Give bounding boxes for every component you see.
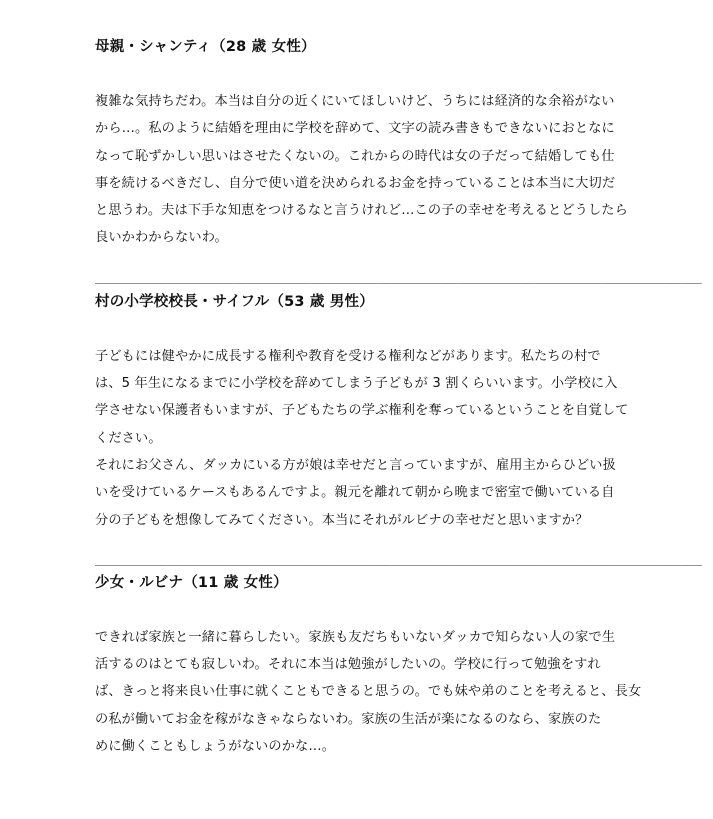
statement-girl xyxy=(95,624,640,760)
document-page xyxy=(95,36,702,760)
paragraph xyxy=(95,452,640,534)
text-line: 事を続けるべきだし、自分で使い道を決められるお金を持っていることは本当に大切だ xyxy=(95,175,616,191)
heading-girl: 少女・ルビナ（11 歳 女性） xyxy=(95,574,288,591)
statement-principal xyxy=(95,343,640,534)
section-girl xyxy=(95,572,640,760)
paragraph xyxy=(95,343,640,452)
section-divider: ____________________________________________________________________________________ xyxy=(95,269,702,284)
text-line: は、5 年生になるまでに小学校を辞めてしまう子どもが 3 割くらいいます。小学校に入 xyxy=(95,376,618,392)
text-line: ば、きっと将来良い仕事に就くこともできると思うの。でも妹や弟のことを考えると、長女 xyxy=(95,684,642,700)
section-principal xyxy=(95,291,640,534)
text-line: 学させない保護者もいますが、子どもたちの学ぶ権利を奪っているということを自覚して xyxy=(95,403,629,419)
text-line: から…。私のように結婚を理由に学校を辞めて、文字の読み書きもできないにおとなに xyxy=(95,121,615,137)
text-line: 複雑な気持ちだわ。本当は自分の近くにいてほしいけど、うちには経済的な余裕がない xyxy=(95,94,615,109)
text-line: 子どもには健やかに成長する権利や教育を受ける権利などがあります。私たちの村で xyxy=(95,348,601,364)
heading-mother: 母親・シャンティ（28 歳 女性） xyxy=(95,39,316,55)
text-line: 分の子どもを想像してみてください。本当にそれがルビナの幸せだと思いますか？ xyxy=(95,512,589,528)
heading-principal: 村の小学校校長・サイフル（53 歳 男性） xyxy=(95,293,374,310)
paragraph xyxy=(95,88,640,252)
text-line: できれば家族と一緒に暮らしたい。家族も友だちもいないダッカで知らない人の家で生 xyxy=(95,629,616,645)
text-line: と思うわ。夫は下手な知恵をつけるなと言うけれど…この子の幸せを考えるとどうしたら xyxy=(95,203,628,219)
section-mother xyxy=(95,36,640,252)
statement-mother xyxy=(95,88,640,252)
text-line: 良いかわからないわ。 xyxy=(95,230,228,246)
text-line: ください。 xyxy=(95,430,162,446)
text-line: 活するのはとても寂しいわ。それに本当は勉強がしたいの。学校に行って勉強をすれ xyxy=(95,657,601,673)
text-line: めに働くこともしょうがないのかな…。 xyxy=(95,739,336,755)
text-line: なって恥ずかしい思いはさせたくないの。これからの時代は女の子だって結婚しても仕 xyxy=(95,148,615,164)
text-line: の私が働いてお金を稼がなきゃならないわ。家族の生活が楽になるのなら、家族のた xyxy=(95,711,602,727)
paragraph xyxy=(95,624,640,760)
text-line: それにお父さん、ダッカにいる方が娘は幸せだと言っていますが、雇用主からひどい扱 xyxy=(95,457,616,473)
section-divider: ____________________________________________________________________________________ xyxy=(95,551,702,566)
text-line: いを受けているケースもあるんですよ。親元を離れて朝から晩まで密室で働いている自 xyxy=(95,485,615,501)
